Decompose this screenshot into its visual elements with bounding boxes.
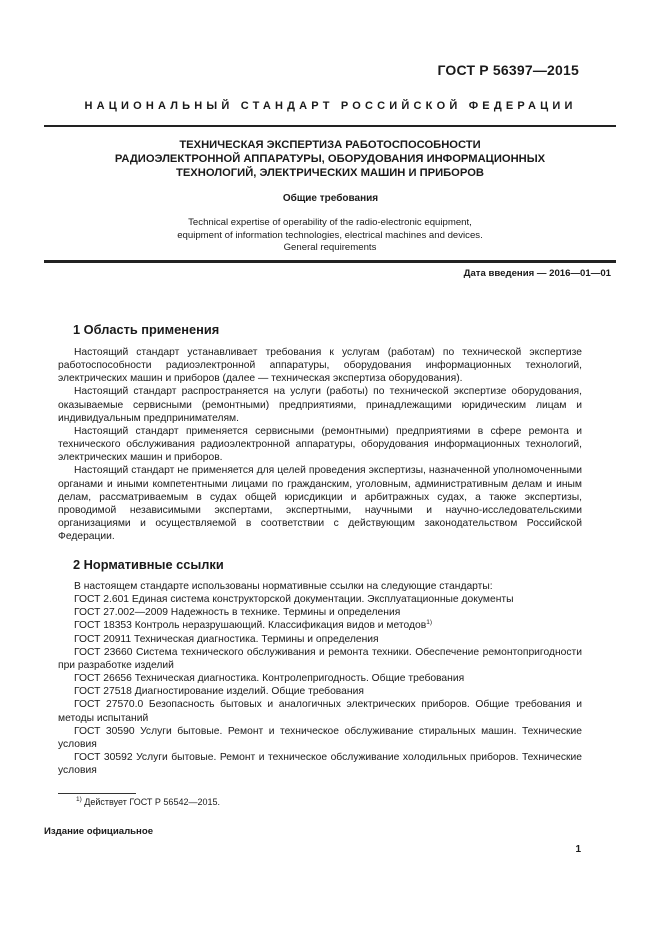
paragraph: Настоящий стандарт применяется сервисными (ремонтными) предприятиями в сфере ремонта и технического обслуживания радиоэлектронной аппаратуры, оборудования информационных технологий, электрических машин и приборов. — [58, 425, 582, 464]
section-1-body — [58, 346, 582, 543]
official-edition-label: Издание официальное — [44, 826, 154, 837]
standard-code: ГОСТ Р 56397—2015 — [437, 62, 579, 78]
english-title-line: equipment of information technologies, electrical machines and devices. — [177, 229, 483, 241]
english-title-line: Technical expertise of operability of the radio-electronic equipment, — [188, 217, 472, 228]
paragraph: Настоящий стандарт не применяется для целей проведения экспертизы, назначенной уполномоченными органами и иными компетентными лицами по гражданским, уголовным, административным делам и иным делам, рассматриваемым в судах общей юрисдикции и арбитражных судах, а также экспертизы, проводимой независимыми экспертами, экспертными, научными и научно-исследовательскими организациями и осуществляемой в соответствии с действующим законодательством Российской Федерации. — [58, 465, 582, 543]
reference-item: ГОСТ 27518 Диагностирование изделий. Общие требования — [74, 686, 364, 698]
reference-item: ГОСТ 26656 Техническая диагностика. Контролепригодность. Общие требования — [74, 673, 465, 685]
reference-item — [58, 619, 582, 632]
footnote — [76, 797, 220, 807]
section-2-heading: 2 Нормативные ссылки — [73, 557, 224, 572]
footnote-mark: 1) — [76, 796, 82, 803]
paragraph: Настоящий стандарт распространяется на услуги (работы) по технической экспертизе оборудования, оказываемые сервисными (ремонтными) предприятиями, принадлежащими юридическим лицам и индивидуальным предпринимателям. — [58, 386, 582, 424]
footnote-reference: 1) — [426, 619, 432, 627]
title-line: ТЕХНИЧЕСКАЯ ЭКСПЕРТИЗА РАБОТОСПОСОБНОСТИ — [179, 139, 481, 151]
references-intro: В настоящем стандарте использованы нормативные ссылки на следующие стандарты: — [74, 581, 493, 592]
english-title-line: General requirements — [283, 242, 377, 253]
title-line: ТЕХНОЛОГИЙ, ЭЛЕКТРИЧЕСКИХ МАШИН И ПРИБОРОВ — [176, 167, 484, 179]
section-2-body — [58, 580, 582, 777]
document-subtitle: Общие требования — [282, 193, 379, 204]
paragraph: Настоящий стандарт устанавливает требования к услугам (работам) по технической экспертизе работоспособности радиоэлектронной аппаратуры, оборудования информационных технологий, электрических машин и приборов (далее — техническая экспертиза оборудования). — [58, 347, 582, 385]
page-number: 1 — [575, 844, 581, 855]
reference-item: ГОСТ 30592 Услуги бытовые. Ремонт и техническое обслуживание холодильных приборов. Технические условия — [58, 752, 582, 777]
section-1-heading: 1 Область применения — [73, 322, 220, 337]
reference-item: ГОСТ 23660 Система технического обслуживания и ремонта техники. Обеспечение ремонтопригодности при разработке изделий — [58, 646, 582, 671]
reference-item: ГОСТ 30590 Услуги бытовые. Ремонт и техническое обслуживание стиральных машин. Технические условия — [58, 725, 582, 750]
title-line: РАДИОЭЛЕКТРОННОЙ АППАРАТУРЫ, ОБОРУДОВАНИЯ ИНФОРМАЦИОННЫХ — [114, 153, 546, 165]
national-standard-heading: НАЦИОНАЛЬНЫЙ СТАНДАРТ РОССИЙСКОЙ ФЕДЕРАЦИИ — [84, 100, 577, 112]
title-bottom-rule — [44, 260, 616, 263]
footnote-separator — [58, 793, 136, 794]
reference-item: ГОСТ 27.002—2009 Надежность в технике. Термины и определения — [74, 607, 401, 619]
english-title — [60, 217, 600, 255]
reference-item: ГОСТ 27570.0 Безопасность бытовых и аналогичных электрических приборов. Общие требования и методы испытаний — [58, 699, 582, 724]
reference-text: ГОСТ 18353 Контроль неразрушающий. Классификация видов и методов — [74, 620, 427, 632]
top-rule — [44, 125, 616, 127]
date-of-introduction: Дата введения — 2016—01—01 — [463, 268, 611, 279]
reference-item: ГОСТ 2.601 Единая система конструкторской документации. Эксплуатационные документы — [74, 594, 514, 606]
reference-item: ГОСТ 20911 Техническая диагностика. Термины и определения — [74, 633, 379, 645]
document-title — [60, 138, 600, 180]
footnote-text: Действует ГОСТ Р 56542—2015. — [84, 797, 220, 807]
